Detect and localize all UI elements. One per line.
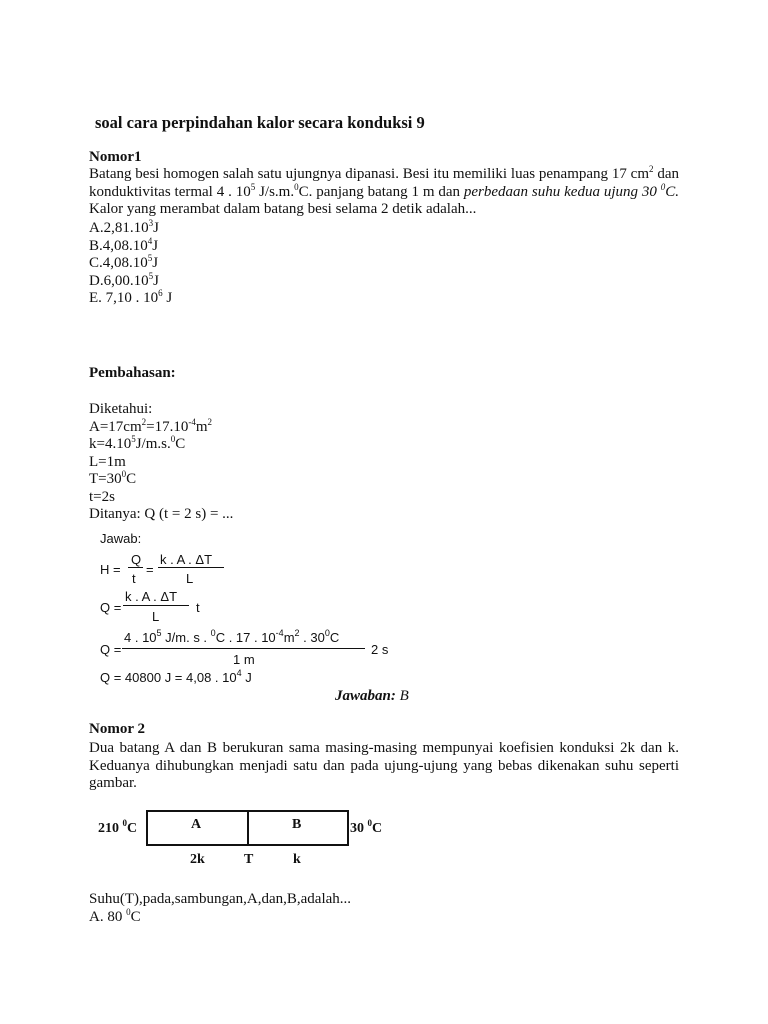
- question-2-prompt: Suhu(T),pada,sambungan,A,dan,B,adalah...: [89, 891, 352, 907]
- known-conductivity: $k=4.10^5J/m.s.^0C$: [89, 434, 186, 452]
- fraction-bar: [158, 567, 224, 568]
- ditanya-line: Ditanya: Q (t = 2 s) = ...: [89, 506, 234, 522]
- option-a: A.2,81.10$^3$J: [89, 218, 159, 236]
- document-title: soal cara perpindahan kalor secara konduksi 9: [95, 113, 425, 132]
- junction-temperature-label: T: [244, 852, 254, 867]
- rod-b-label: B: [292, 817, 302, 832]
- known-values: [89, 401, 233, 524]
- solution-equations: Jawab: H = Q t = k . A . ΔT L Q = k . A . ΔT L t Q = 4 . $10^5$ J/m. s . $^0$C . 17 . $10^{-4}m^2$ . $30^0C$ 1 m 2 s Q = 40800 J = 4,08 . $10^4$ J: [100, 531, 389, 685]
- answer-line: Jawaban: B: [335, 688, 409, 704]
- known-length: L=1m: [89, 453, 126, 470]
- known-area: $A=17cm^2=17.10^{-4}m^2$: [89, 416, 213, 435]
- right-temperature: 30 $^0$C: [350, 818, 383, 836]
- option-b: B.4,08.10$^4$J: [89, 235, 159, 254]
- diketahui-label: Diketahui:: [89, 401, 153, 417]
- fraction-bar: [128, 567, 143, 568]
- fraction-bar: [122, 648, 365, 649]
- question-2-option-a: A. 80 $^0$C: [89, 907, 141, 925]
- option-e: E. 7,10 . $10^6$ J: [89, 288, 173, 306]
- jawab-label: Jawab:: [100, 531, 142, 546]
- question-1-options: [89, 220, 172, 308]
- question-2-heading: Nomor 2: [89, 721, 145, 737]
- rod-diagram: [96, 808, 396, 868]
- option-c: C.4,08.10$^5$J: [89, 253, 159, 271]
- rod-a-conductivity: 2k: [190, 852, 205, 867]
- fraction-bar: [123, 605, 189, 606]
- option-d: D.6,00.10$^5$J: [89, 270, 159, 289]
- known-time: t=2s: [89, 488, 115, 505]
- pembahasan-heading: Pembahasan:: [89, 365, 176, 381]
- question-1-text: Batang besi homogen salah satu ujungnya dipanasi. Besi itu memiliki luas penampang 17 $cm^2$ dan konduktivitas termal 4 . $10^5$ J/s.m.$^0$C. panjang batang 1 m dan perbedaan suhu kedua ujung 30 $^0$C. Kalor yang merambat dalam batang besi selama 2 detik adalah...: [89, 164, 679, 217]
- rod-b-conductivity: k: [293, 852, 301, 867]
- rod-a-label: A: [191, 817, 202, 832]
- known-temperature: $T=30^0C$: [89, 469, 137, 487]
- question-1-heading: Nomor1: [89, 149, 142, 165]
- question-2-text: Dua batang A dan B berukuran sama masing-masing mempunyai koefisien konduksi 2k dan k. Keduanya dihubungkan menjadi satu dan pada ujung-ujung yang bebas dikenakan suhu seperti gambar.: [89, 740, 679, 791]
- left-temperature: 210 $^0$C: [98, 818, 138, 836]
